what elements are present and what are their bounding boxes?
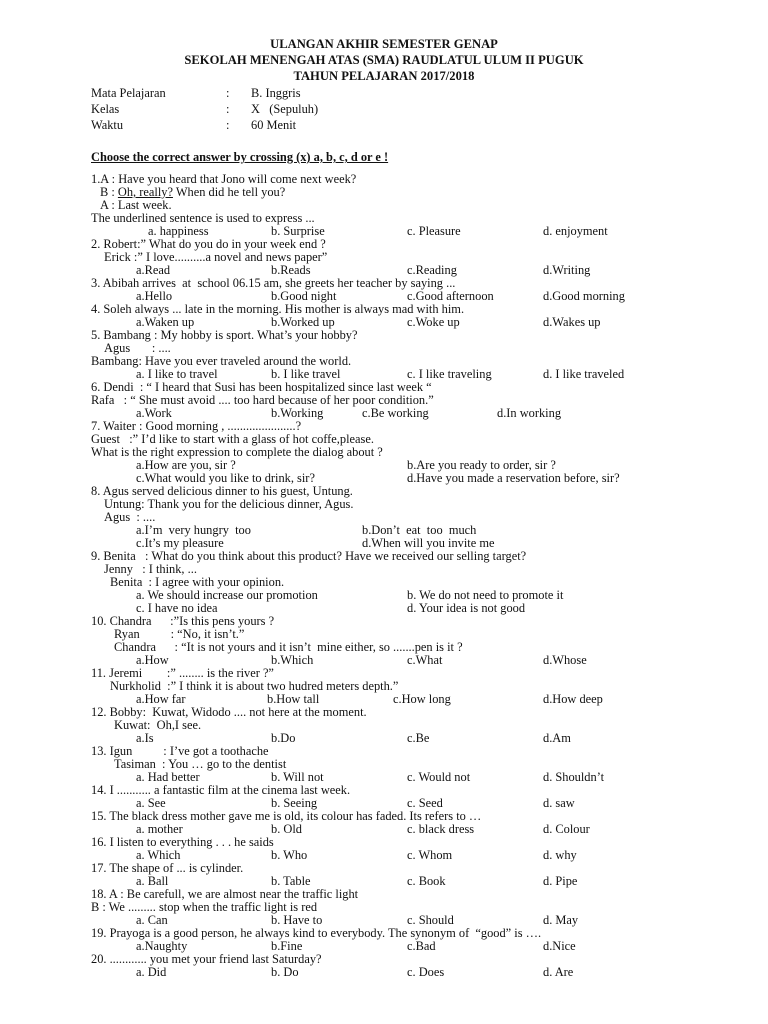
q2-option-d: d.Writing bbox=[543, 263, 591, 277]
q5-line: Bambang: Have you ever traveled around the world. bbox=[91, 354, 352, 368]
q19-option-c: c.Bad bbox=[407, 939, 436, 953]
q9-option-c: c. I have no idea bbox=[136, 601, 218, 615]
info-label-subject: Mata Pelajaran bbox=[91, 86, 166, 100]
q1-option-d: d. enjoyment bbox=[543, 224, 608, 238]
q13-option-a: a. Had better bbox=[136, 770, 200, 784]
q3-line: 3. Abibah arrives at school 06.15 am, she greets her teacher by saying ... bbox=[91, 276, 456, 290]
q20-option-b: b. Do bbox=[271, 965, 299, 979]
q12-line: 12. Bobby: Kuwat, Widodo .... not here at the moment. bbox=[91, 705, 367, 719]
q2-option-c: c.Reading bbox=[407, 263, 457, 277]
q15-option-d: d. Colour bbox=[543, 822, 590, 836]
q11-option-d: d.How deep bbox=[543, 692, 603, 706]
q16-option-a: a. Which bbox=[136, 848, 181, 862]
q19-option-b: b.Fine bbox=[271, 939, 303, 953]
q7-option-d: d.Have you made a reservation before, sir? bbox=[407, 471, 620, 485]
info-colon: : bbox=[226, 86, 230, 100]
q6-option-b: b.Working bbox=[271, 406, 324, 420]
q12-option-c: c.Be bbox=[407, 731, 430, 745]
q13-line: Tasiman : You … go to the dentist bbox=[114, 757, 287, 771]
q3-option-a: a.Hello bbox=[136, 289, 173, 303]
q18-option-b: b. Have to bbox=[271, 913, 323, 927]
q8-option-d: d.When will you invite me bbox=[362, 536, 495, 550]
info-value-class: X (Sepuluh) bbox=[251, 102, 319, 116]
header-year: TAHUN PELAJARAN 2017/2018 bbox=[293, 69, 475, 83]
q20-option-a: a. Did bbox=[136, 965, 167, 979]
q14-option-c: c. Seed bbox=[407, 796, 443, 810]
q5-line: 5. Bambang : My hobby is sport. What’s your hobby? bbox=[91, 328, 358, 342]
q4-line: 4. Soleh always ... late in the morning. His mother is always mad with him. bbox=[91, 302, 465, 316]
q8-line: 8. Agus served delicious dinner to his guest, Untung. bbox=[91, 484, 353, 498]
q15-option-c: c. black dress bbox=[407, 822, 475, 836]
q10-line: Ryan : “No, it isn’t.” bbox=[114, 627, 245, 641]
q14-option-d: d. saw bbox=[543, 796, 575, 810]
q6-line: Rafa : “ She must avoid .... too hard because of her poor condition.” bbox=[91, 393, 434, 407]
q16-line: 16. I listen to everything . . . he saids bbox=[91, 835, 274, 849]
q19-option-d: d.Nice bbox=[543, 939, 576, 953]
q10-option-a: a.How bbox=[136, 653, 169, 667]
q15-option-b: b. Old bbox=[271, 822, 302, 836]
q4-option-d: d.Wakes up bbox=[543, 315, 601, 329]
q17-option-a: a. Ball bbox=[136, 874, 169, 888]
q14-line: 14. I ........... a fantastic film at the cinema last week. bbox=[91, 783, 351, 797]
q6-option-c: c.Be working bbox=[362, 406, 429, 420]
q13-line: 13. Igun : I’ve got a toothache bbox=[91, 744, 269, 758]
q1-b-suffix: When did he tell you? bbox=[172, 185, 286, 199]
q13-option-b: b. Will not bbox=[271, 770, 324, 784]
q1-option-c: c. Pleasure bbox=[407, 224, 461, 238]
q8-option-a: a.I’m very hungry too bbox=[136, 523, 251, 537]
q9-option-a: a. We should increase our promotion bbox=[136, 588, 318, 602]
q1-question: The underlined sentence is used to express ... bbox=[91, 211, 315, 225]
q15-line: 15. The black dress mother gave me is old, its colour has faded. Its refers to … bbox=[91, 809, 482, 823]
q9-option-b: b. We do not need to promote it bbox=[407, 588, 564, 602]
q17-line: 17. The shape of ... is cylinder. bbox=[91, 861, 244, 875]
info-label-time: Waktu bbox=[91, 118, 124, 132]
q2-line: Erick :” I love..........a novel and news paper” bbox=[104, 250, 328, 264]
q12-option-d: d.Am bbox=[543, 731, 571, 745]
q11-line: 11. Jeremi :” ........ is the river ?” bbox=[91, 666, 274, 680]
q11-option-a: a.How far bbox=[136, 692, 186, 706]
q2-option-b: b.Reads bbox=[271, 263, 311, 277]
q9-option-d: d. Your idea is not good bbox=[407, 601, 526, 615]
q5-option-d: d. I like traveled bbox=[543, 367, 625, 381]
q8-option-b: b.Don’t eat too much bbox=[362, 523, 477, 537]
q11-line: Nurkholid :” I think it is about two hudred meters depth.” bbox=[110, 679, 399, 693]
q1-line: A : Last week. bbox=[100, 198, 172, 212]
q2-option-a: a.Read bbox=[136, 263, 171, 277]
q18-line: B : We ......... stop when the traffic light is red bbox=[91, 900, 318, 914]
q12-option-a: a.Is bbox=[136, 731, 154, 745]
q4-option-a: a.Waken up bbox=[136, 315, 195, 329]
q10-option-d: d.Whose bbox=[543, 653, 587, 667]
q4-option-c: c.Woke up bbox=[407, 315, 460, 329]
q19-option-a: a.Naughty bbox=[136, 939, 188, 953]
q3-option-b: b.Good night bbox=[271, 289, 337, 303]
header-school: SEKOLAH MENENGAH ATAS (SMA) RAUDLATUL ULUM II PUGUK bbox=[184, 53, 584, 67]
q8-line: Untung: Thank you for the delicious dinner, Agus. bbox=[104, 497, 354, 511]
q7-line: What is the right expression to complete the dialog about ? bbox=[91, 445, 383, 459]
q8-line: Agus : .... bbox=[104, 510, 156, 524]
info-value-time: 60 Menit bbox=[251, 118, 297, 132]
q7-option-b: b.Are you ready to order, sir ? bbox=[407, 458, 556, 472]
q16-option-c: c. Whom bbox=[407, 848, 453, 862]
q17-option-b: b. Table bbox=[271, 874, 311, 888]
q20-option-d: d. Are bbox=[543, 965, 574, 979]
q6-line: 6. Dendi : “ I heard that Susi has been hospitalized since last week “ bbox=[91, 380, 432, 394]
q11-option-c: c.How long bbox=[393, 692, 451, 706]
q9-line: Benita : I agree with your opinion. bbox=[110, 575, 285, 589]
q11-option-b: b.How tall bbox=[267, 692, 320, 706]
q5-option-b: b. I like travel bbox=[271, 367, 341, 381]
q10-option-c: c.What bbox=[407, 653, 443, 667]
q18-line: 18. A : Be carefull, we are almost near the traffic light bbox=[91, 887, 359, 901]
q19-line: 19. Prayoga is a good person, he always kind to everybody. The synonym of “good” is …. bbox=[91, 926, 542, 940]
q1-b-prefix: B : bbox=[100, 185, 118, 199]
q1-option-b: b. Surprise bbox=[271, 224, 325, 238]
q18-option-a: a. Can bbox=[136, 913, 168, 927]
q7-option-c: c.What would you like to drink, sir? bbox=[136, 471, 315, 485]
q5-line: Agus : .... bbox=[104, 341, 171, 355]
q12-option-b: b.Do bbox=[271, 731, 296, 745]
header-title: ULANGAN AKHIR SEMESTER GENAP bbox=[270, 37, 498, 51]
q15-option-a: a. mother bbox=[136, 822, 183, 836]
q20-option-c: c. Does bbox=[407, 965, 445, 979]
q10-option-b: b.Which bbox=[271, 653, 314, 667]
info-colon: : bbox=[226, 102, 230, 116]
q3-option-c: c.Good afternoon bbox=[407, 289, 494, 303]
q18-option-c: c. Should bbox=[407, 913, 454, 927]
q7-line: 7. Waiter : Good morning , ......................? bbox=[91, 419, 302, 433]
q6-option-d: d.In working bbox=[497, 406, 562, 420]
q20-line: 20. ............ you met your friend last Saturday? bbox=[91, 952, 322, 966]
q16-option-b: b. Who bbox=[271, 848, 308, 862]
info-colon: : bbox=[226, 118, 230, 132]
info-label-class: Kelas bbox=[91, 102, 120, 116]
q9-line: 9. Benita : What do you think about this product? Have we received our selling target? bbox=[91, 549, 527, 563]
q5-option-a: a. I like to travel bbox=[136, 367, 218, 381]
q7-option-a: a.How are you, sir ? bbox=[136, 458, 236, 472]
q9-line: Jenny : I think, ... bbox=[104, 562, 197, 576]
q5-option-c: c. I like traveling bbox=[407, 367, 492, 381]
q13-option-c: c. Would not bbox=[407, 770, 471, 784]
q17-option-c: c. Book bbox=[407, 874, 446, 888]
q13-option-d: d. Shouldn’t bbox=[543, 770, 605, 784]
q6-option-a: a.Work bbox=[136, 406, 172, 420]
q10-line: 10. Chandra :”Is this pens yours ? bbox=[91, 614, 275, 628]
q8-option-c: c.It’s my pleasure bbox=[136, 536, 224, 550]
q3-option-d: d.Good morning bbox=[543, 289, 625, 303]
q12-line: Kuwat: Oh,I see. bbox=[114, 718, 202, 732]
instruction: Choose the correct answer by crossing (x) a, b, c, d or e ! bbox=[91, 150, 389, 164]
q14-option-b: b. Seeing bbox=[271, 796, 318, 810]
q1-underlined: Oh, really? bbox=[117, 185, 173, 199]
q16-option-d: d. why bbox=[543, 848, 577, 862]
q17-option-d: d. Pipe bbox=[543, 874, 578, 888]
q10-line: Chandra : “It is not yours and it isn’t mine either, so .......pen is it ? bbox=[114, 640, 463, 654]
q18-option-d: d. May bbox=[543, 913, 579, 927]
q1-option-a: a. happiness bbox=[148, 224, 209, 238]
q4-option-b: b.Worked up bbox=[271, 315, 335, 329]
q14-option-a: a. See bbox=[136, 796, 166, 810]
q7-line: Guest :” I’d like to start with a glass of hot coffe,please. bbox=[91, 432, 374, 446]
q1-line: 1.A : Have you heard that Jono will come next week? bbox=[91, 172, 357, 186]
info-value-subject: B. Inggris bbox=[251, 86, 301, 100]
q2-line: 2. Robert:” What do you do in your week end ? bbox=[91, 237, 326, 251]
